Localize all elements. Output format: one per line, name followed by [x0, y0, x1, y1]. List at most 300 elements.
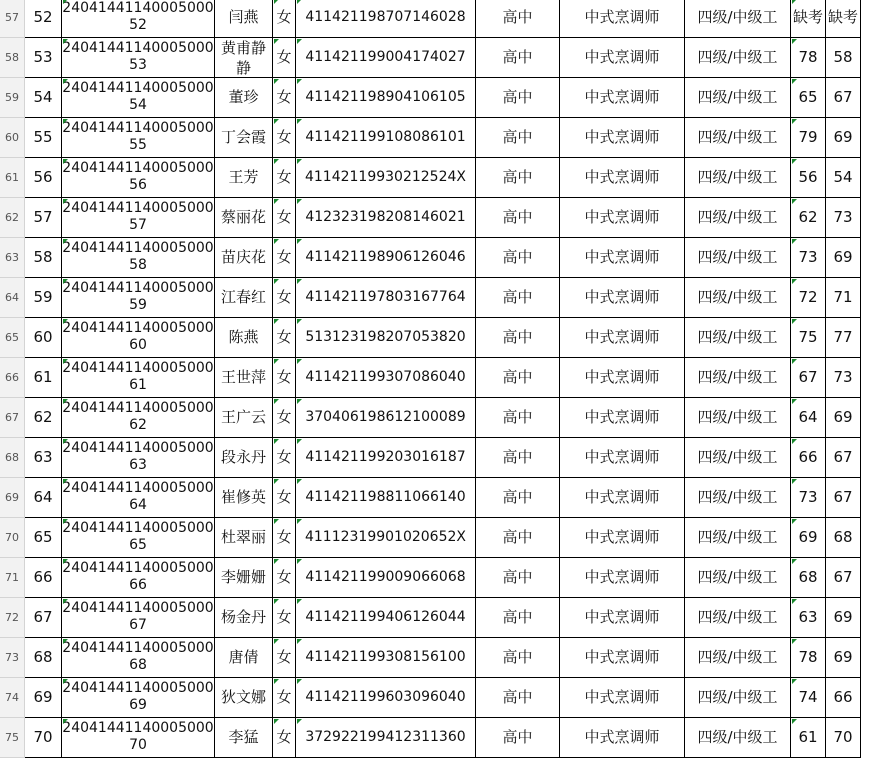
- cell-name[interactable]: [215, 518, 273, 558]
- text-number-indicator-icon: [274, 719, 279, 724]
- cell-exam-id[interactable]: [62, 38, 215, 78]
- cell-education[interactable]: [476, 718, 560, 758]
- cell-level[interactable]: [685, 478, 791, 518]
- cell-index[interactable]: [25, 0, 62, 38]
- cell-level-text: 四级/中级工: [697, 408, 778, 426]
- table-row: [0, 598, 890, 638]
- cell-id-card[interactable]: [296, 438, 476, 478]
- text-number-indicator-icon: [63, 439, 68, 444]
- cell-score-practice[interactable]: [826, 718, 861, 758]
- cell-occupation[interactable]: [560, 38, 685, 78]
- cell-education[interactable]: [476, 398, 560, 438]
- cell-occupation[interactable]: [560, 638, 685, 678]
- cell-exam-id[interactable]: [62, 558, 215, 598]
- cell-id-card[interactable]: [296, 518, 476, 558]
- cell-education-text: 高中: [502, 648, 533, 666]
- cell-score-practice-text: 73: [833, 368, 853, 386]
- cell-score-practice[interactable]: [826, 0, 861, 38]
- cell-name[interactable]: [215, 0, 273, 38]
- cell-exam-id[interactable]: [62, 638, 215, 678]
- cell-sex-text: 女: [276, 488, 292, 506]
- cell-exam-id[interactable]: [62, 678, 215, 718]
- cell-occupation-text: 中式烹调师: [584, 8, 660, 26]
- text-number-indicator-icon: [63, 39, 68, 44]
- cell-id-card-text: 411421199004174027: [305, 49, 466, 65]
- cell-occupation[interactable]: [560, 278, 685, 318]
- cell-score-practice[interactable]: [826, 638, 861, 678]
- text-number-indicator-icon: [792, 559, 797, 564]
- row-header[interactable]: 72: [0, 598, 25, 638]
- text-number-indicator-icon: [297, 39, 302, 44]
- cell-occupation-text: 中式烹调师: [584, 368, 660, 386]
- cell-score-practice[interactable]: [826, 118, 861, 158]
- cell-name[interactable]: [215, 558, 273, 598]
- cell-level-text: 四级/中级工: [697, 368, 778, 386]
- cell-index-text: 64: [33, 488, 53, 506]
- cell-score-theory[interactable]: [791, 0, 826, 38]
- cell-occupation[interactable]: [560, 398, 685, 438]
- cell-id-card-text: 411421199307086040: [305, 369, 466, 385]
- text-number-indicator-icon: [274, 0, 279, 4]
- cell-exam-id[interactable]: [62, 278, 215, 318]
- cell-score-practice[interactable]: [826, 398, 861, 438]
- cell-education[interactable]: [476, 0, 560, 38]
- row-header[interactable]: 69: [0, 478, 25, 518]
- text-number-indicator-icon: [297, 479, 302, 484]
- cell-sex[interactable]: [273, 278, 296, 318]
- cell-sex[interactable]: [273, 518, 296, 558]
- cell-name[interactable]: [215, 718, 273, 758]
- cell-index[interactable]: [25, 558, 62, 598]
- cell-name[interactable]: [215, 678, 273, 718]
- cell-score-theory[interactable]: [791, 518, 826, 558]
- cell-score-theory[interactable]: [791, 438, 826, 478]
- table-row: [0, 358, 890, 398]
- cell-level[interactable]: [685, 158, 791, 198]
- table-row: [0, 278, 890, 318]
- cell-sex[interactable]: [273, 478, 296, 518]
- cell-sex[interactable]: [273, 158, 296, 198]
- cell-name[interactable]: [215, 118, 273, 158]
- cell-index[interactable]: [25, 638, 62, 678]
- cell-sex[interactable]: [273, 558, 296, 598]
- cell-score-theory[interactable]: [791, 398, 826, 438]
- cell-score-practice[interactable]: [826, 678, 861, 718]
- cell-exam-id[interactable]: [62, 0, 215, 38]
- cell-index[interactable]: [25, 158, 62, 198]
- row-header[interactable]: 57: [0, 0, 25, 38]
- cell-id-card[interactable]: [296, 158, 476, 198]
- cell-education-text: 高中: [502, 328, 533, 346]
- cell-level[interactable]: [685, 558, 791, 598]
- text-number-indicator-icon: [274, 479, 279, 484]
- cell-education-text: 高中: [502, 48, 533, 66]
- cell-id-card[interactable]: [296, 0, 476, 38]
- cell-sex-text: 女: [276, 328, 292, 346]
- cell-sex-text: 女: [276, 688, 292, 706]
- cell-score-theory[interactable]: [791, 558, 826, 598]
- text-number-indicator-icon: [274, 519, 279, 524]
- cell-level[interactable]: [685, 518, 791, 558]
- cell-score-practice[interactable]: [826, 438, 861, 478]
- table-row: [0, 38, 890, 78]
- cell-level-text: 四级/中级工: [697, 8, 778, 26]
- cell-sex[interactable]: [273, 0, 296, 38]
- row-header[interactable]: 74: [0, 678, 25, 718]
- cell-level-text: 四级/中级工: [697, 448, 778, 466]
- cell-occupation-text: 中式烹调师: [584, 568, 660, 586]
- cell-name[interactable]: [215, 438, 273, 478]
- cell-occupation[interactable]: [560, 438, 685, 478]
- cell-sex-text: 女: [276, 8, 292, 26]
- cell-exam-id[interactable]: [62, 438, 215, 478]
- cell-level[interactable]: [685, 718, 791, 758]
- cell-education[interactable]: [476, 158, 560, 198]
- cell-occupation-text: 中式烹调师: [584, 728, 660, 746]
- cell-id-card[interactable]: [296, 318, 476, 358]
- cell-name-text: 唐倩: [228, 648, 259, 666]
- cell-education[interactable]: [476, 278, 560, 318]
- cell-score-practice[interactable]: [826, 38, 861, 78]
- cell-exam-id[interactable]: [62, 78, 215, 118]
- cell-name[interactable]: [215, 398, 273, 438]
- cell-occupation[interactable]: [560, 518, 685, 558]
- cell-education[interactable]: [476, 638, 560, 678]
- cell-level[interactable]: [685, 678, 791, 718]
- cell-score-theory[interactable]: [791, 198, 826, 238]
- text-number-indicator-icon: [792, 479, 797, 484]
- cell-level[interactable]: [685, 118, 791, 158]
- cell-education-text: 高中: [502, 368, 533, 386]
- cell-sex[interactable]: [273, 678, 296, 718]
- cell-score-practice[interactable]: [826, 198, 861, 238]
- cell-level[interactable]: [685, 438, 791, 478]
- cell-occupation[interactable]: [560, 118, 685, 158]
- table-row: [0, 0, 890, 38]
- cell-level[interactable]: [685, 238, 791, 278]
- cell-score-practice[interactable]: [826, 78, 861, 118]
- cell-id-card[interactable]: [296, 118, 476, 158]
- cell-occupation[interactable]: [560, 158, 685, 198]
- cell-score-theory[interactable]: [791, 478, 826, 518]
- cell-sex[interactable]: [273, 358, 296, 398]
- cell-exam-id[interactable]: [62, 358, 215, 398]
- cell-index-text: 69: [33, 688, 53, 706]
- cell-id-card[interactable]: [296, 638, 476, 678]
- cell-score-practice[interactable]: [826, 238, 861, 278]
- cell-index[interactable]: [25, 598, 62, 638]
- cell-score-theory[interactable]: [791, 238, 826, 278]
- cell-id-card[interactable]: [296, 598, 476, 638]
- cell-index[interactable]: [25, 38, 62, 78]
- cell-id-card[interactable]: [296, 278, 476, 318]
- cell-education[interactable]: [476, 478, 560, 518]
- cell-score-theory-text: 73: [798, 488, 818, 506]
- cell-occupation[interactable]: [560, 478, 685, 518]
- cell-id-card[interactable]: [296, 78, 476, 118]
- cell-education[interactable]: [476, 598, 560, 638]
- cell-education[interactable]: [476, 358, 560, 398]
- row-header[interactable]: 70: [0, 518, 25, 558]
- cell-name[interactable]: [215, 638, 273, 678]
- cell-index[interactable]: [25, 718, 62, 758]
- cell-sex[interactable]: [273, 398, 296, 438]
- row-header[interactable]: 60: [0, 118, 25, 158]
- cell-education[interactable]: [476, 558, 560, 598]
- cell-id-card[interactable]: [296, 198, 476, 238]
- cell-sex-text: 女: [276, 528, 292, 546]
- cell-score-practice[interactable]: [826, 278, 861, 318]
- cell-level[interactable]: [685, 198, 791, 238]
- row-header[interactable]: 62: [0, 198, 25, 238]
- row-header[interactable]: 63: [0, 238, 25, 278]
- row-header[interactable]: 58: [0, 38, 25, 78]
- cell-occupation[interactable]: [560, 718, 685, 758]
- cell-sex[interactable]: [273, 118, 296, 158]
- cell-level[interactable]: [685, 38, 791, 78]
- cell-index-text: 56: [33, 168, 53, 186]
- row-header[interactable]: 66: [0, 358, 25, 398]
- cell-level[interactable]: [685, 0, 791, 38]
- cell-id-card[interactable]: [296, 558, 476, 598]
- row-header[interactable]: 67: [0, 398, 25, 438]
- cell-score-practice-text: 69: [833, 248, 853, 266]
- cell-exam-id[interactable]: [62, 318, 215, 358]
- cell-exam-id[interactable]: [62, 478, 215, 518]
- cell-score-theory[interactable]: [791, 598, 826, 638]
- row-header[interactable]: 65: [0, 318, 25, 358]
- cell-education-text: 高中: [502, 408, 533, 426]
- cell-occupation[interactable]: [560, 0, 685, 38]
- cell-score-theory[interactable]: [791, 38, 826, 78]
- cell-occupation-text: 中式烹调师: [584, 328, 660, 346]
- text-number-indicator-icon: [792, 279, 797, 284]
- cell-id-card[interactable]: [296, 238, 476, 278]
- cell-level[interactable]: [685, 638, 791, 678]
- cell-index-text: 67: [33, 608, 53, 626]
- row-header[interactable]: 71: [0, 558, 25, 598]
- cell-sex[interactable]: [273, 638, 296, 678]
- cell-sex[interactable]: [273, 318, 296, 358]
- cell-index[interactable]: [25, 238, 62, 278]
- cell-education[interactable]: [476, 238, 560, 278]
- cell-index[interactable]: [25, 398, 62, 438]
- cell-score-practice[interactable]: [826, 358, 861, 398]
- cell-occupation[interactable]: [560, 198, 685, 238]
- cell-sex[interactable]: [273, 238, 296, 278]
- cell-exam-id[interactable]: [62, 118, 215, 158]
- text-number-indicator-icon: [792, 439, 797, 444]
- cell-occupation[interactable]: [560, 78, 685, 118]
- cell-level[interactable]: [685, 78, 791, 118]
- cell-score-practice-text: 69: [833, 128, 853, 146]
- text-number-indicator-icon: [63, 119, 68, 124]
- cell-exam-id[interactable]: [62, 398, 215, 438]
- text-number-indicator-icon: [63, 559, 68, 564]
- cell-exam-id[interactable]: [62, 238, 215, 278]
- text-number-indicator-icon: [792, 119, 797, 124]
- cell-name[interactable]: [215, 358, 273, 398]
- cell-exam-id[interactable]: [62, 158, 215, 198]
- cell-level[interactable]: [685, 318, 791, 358]
- cell-score-theory[interactable]: [791, 318, 826, 358]
- cell-index[interactable]: [25, 198, 62, 238]
- cell-occupation[interactable]: [560, 598, 685, 638]
- cell-level-text: 四级/中级工: [697, 528, 778, 546]
- cell-sex[interactable]: [273, 38, 296, 78]
- cell-score-theory[interactable]: [791, 358, 826, 398]
- cell-index-text: 52: [33, 8, 53, 26]
- cell-occupation-text: 中式烹调师: [584, 168, 660, 186]
- cell-index[interactable]: [25, 118, 62, 158]
- row-header[interactable]: 75: [0, 718, 25, 758]
- cell-sex-text: 女: [276, 408, 292, 426]
- cell-name[interactable]: [215, 278, 273, 318]
- cell-id-card-text: 411421199108086101: [305, 129, 466, 145]
- cell-education[interactable]: [476, 78, 560, 118]
- text-number-indicator-icon: [792, 399, 797, 404]
- cell-sex-text: 女: [276, 448, 292, 466]
- cell-occupation[interactable]: [560, 318, 685, 358]
- cell-sex[interactable]: [273, 598, 296, 638]
- cell-id-card[interactable]: [296, 358, 476, 398]
- cell-sex[interactable]: [273, 438, 296, 478]
- cell-id-card[interactable]: [296, 678, 476, 718]
- cell-score-theory[interactable]: [791, 718, 826, 758]
- cell-sex[interactable]: [273, 718, 296, 758]
- cell-index[interactable]: [25, 478, 62, 518]
- cell-sex[interactable]: [273, 78, 296, 118]
- cell-id-card[interactable]: [296, 718, 476, 758]
- cell-name-text: 董珍: [228, 88, 259, 106]
- cell-education[interactable]: [476, 198, 560, 238]
- table-row: [0, 318, 890, 358]
- text-number-indicator-icon: [274, 279, 279, 284]
- cell-index[interactable]: [25, 78, 62, 118]
- cell-education[interactable]: [476, 318, 560, 358]
- cell-education[interactable]: [476, 38, 560, 78]
- cell-score-practice[interactable]: [826, 158, 861, 198]
- row-header[interactable]: 68: [0, 438, 25, 478]
- cell-index[interactable]: [25, 518, 62, 558]
- text-number-indicator-icon: [297, 199, 302, 204]
- text-number-indicator-icon: [63, 479, 68, 484]
- row-header[interactable]: 64: [0, 278, 25, 318]
- cell-score-practice[interactable]: [826, 598, 861, 638]
- cell-sex-text: 女: [276, 128, 292, 146]
- cell-score-theory[interactable]: [791, 78, 826, 118]
- cell-score-practice-text: 70: [833, 728, 853, 746]
- cell-index[interactable]: [25, 278, 62, 318]
- row-header[interactable]: 59: [0, 78, 25, 118]
- cell-score-practice[interactable]: [826, 478, 861, 518]
- text-number-indicator-icon: [63, 319, 68, 324]
- cell-score-practice-text: 69: [833, 408, 853, 426]
- cell-id-card-text: 411421197803167764: [305, 289, 466, 305]
- cell-score-theory[interactable]: [791, 118, 826, 158]
- cell-name[interactable]: [215, 158, 273, 198]
- cell-id-card[interactable]: [296, 38, 476, 78]
- cell-index-text: 59: [33, 288, 53, 306]
- cell-score-theory[interactable]: [791, 678, 826, 718]
- cell-level[interactable]: [685, 398, 791, 438]
- cell-score-theory[interactable]: [791, 278, 826, 318]
- cell-name[interactable]: [215, 318, 273, 358]
- cell-education[interactable]: [476, 438, 560, 478]
- cell-exam-id[interactable]: [62, 518, 215, 558]
- cell-score-practice[interactable]: [826, 518, 861, 558]
- cell-level-text: 四级/中级工: [697, 728, 778, 746]
- cell-index-text: 61: [33, 368, 53, 386]
- cell-exam-id[interactable]: [62, 718, 215, 758]
- cell-score-practice-text: 69: [833, 608, 853, 626]
- cell-exam-id-text: 2404144114000500066: [62, 560, 214, 593]
- cell-score-theory[interactable]: [791, 638, 826, 678]
- cell-sex[interactable]: [273, 198, 296, 238]
- cell-score-theory-text: 68: [798, 568, 818, 586]
- cell-level[interactable]: [685, 598, 791, 638]
- cell-id-card-text: 411421199603096040: [305, 689, 466, 705]
- cell-occupation[interactable]: [560, 678, 685, 718]
- text-number-indicator-icon: [297, 119, 302, 124]
- cell-education[interactable]: [476, 118, 560, 158]
- cell-education[interactable]: [476, 518, 560, 558]
- cell-exam-id-text: 2404144114000500063: [62, 440, 214, 473]
- cell-level-text: 四级/中级工: [697, 288, 778, 306]
- cell-id-card[interactable]: [296, 478, 476, 518]
- cell-score-theory-text: 78: [798, 48, 818, 66]
- cell-level[interactable]: [685, 278, 791, 318]
- cell-score-practice[interactable]: [826, 558, 861, 598]
- cell-occupation[interactable]: [560, 358, 685, 398]
- text-number-indicator-icon: [792, 719, 797, 724]
- cell-exam-id-text: 2404144114000500056: [62, 160, 214, 193]
- cell-score-practice[interactable]: [826, 318, 861, 358]
- cell-exam-id-text: 2404144114000500061: [62, 360, 214, 393]
- cell-exam-id[interactable]: [62, 198, 215, 238]
- cell-id-card[interactable]: [296, 398, 476, 438]
- cell-index[interactable]: [25, 438, 62, 478]
- cell-name[interactable]: [215, 38, 273, 78]
- cell-level[interactable]: [685, 358, 791, 398]
- cell-occupation[interactable]: [560, 558, 685, 598]
- cell-score-practice-text: 缺考: [827, 8, 858, 26]
- cell-index-text: 65: [33, 528, 53, 546]
- cell-index[interactable]: [25, 358, 62, 398]
- text-number-indicator-icon: [274, 119, 279, 124]
- cell-education-text: 高中: [502, 728, 533, 746]
- table-row: [0, 638, 890, 678]
- cell-index[interactable]: [25, 318, 62, 358]
- cell-score-theory[interactable]: [791, 158, 826, 198]
- cell-sex-text: 女: [276, 648, 292, 666]
- cell-score-practice-text: 73: [833, 208, 853, 226]
- cell-exam-id[interactable]: [62, 598, 215, 638]
- cell-name[interactable]: [215, 78, 273, 118]
- cell-name[interactable]: [215, 598, 273, 638]
- cell-name[interactable]: [215, 478, 273, 518]
- row-header[interactable]: 73: [0, 638, 25, 678]
- cell-exam-id-text: 2404144114000500057: [62, 200, 214, 233]
- cell-occupation[interactable]: [560, 238, 685, 278]
- cell-education[interactable]: [476, 678, 560, 718]
- text-number-indicator-icon: [297, 439, 302, 444]
- cell-index[interactable]: [25, 678, 62, 718]
- cell-name[interactable]: [215, 238, 273, 278]
- cell-name[interactable]: [215, 198, 273, 238]
- table-row: [0, 718, 890, 758]
- row-header[interactable]: 61: [0, 158, 25, 198]
